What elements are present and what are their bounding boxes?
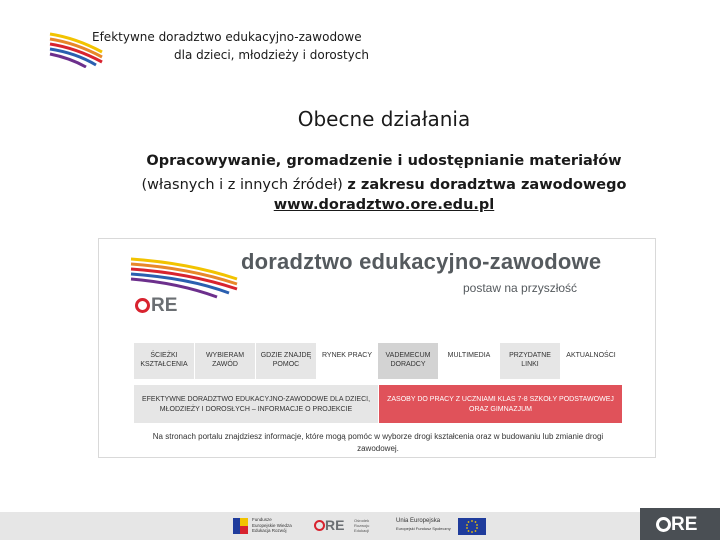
fundusze-europejskie-logo bbox=[232, 516, 292, 536]
ore-logo-subtext: Ośrodek Rozwoju Edukacji bbox=[354, 518, 370, 533]
ore-logo-corner-text: RE bbox=[671, 514, 698, 535]
website-link[interactable]: www.doradztwo.ore.edu.pl bbox=[273, 197, 495, 213]
eu-subtitle: Europejski Fundusz Społeczny bbox=[396, 526, 451, 531]
menu-item-aktualnosci[interactable]: AKTUALNOŚCI bbox=[561, 343, 622, 379]
ore-ring-icon bbox=[135, 298, 150, 313]
website-ore-logo-text: RE bbox=[151, 295, 178, 316]
ore-logo-footer bbox=[314, 517, 370, 533]
menu-item-rynek[interactable]: RYNEK PRACY bbox=[317, 343, 378, 379]
fe-logo-text: Fundusze Europejskie Wiedza Edukacja Rozwój bbox=[252, 517, 292, 533]
slide-title: Obecne działania bbox=[297, 107, 471, 131]
menu-item-linki[interactable]: PRZYDATNE LINKI bbox=[500, 343, 561, 379]
fe-star-icon bbox=[232, 516, 250, 536]
body-line-2-plain: (własnych i z innych źródeł) bbox=[141, 177, 343, 193]
eu-flag-icon bbox=[458, 518, 486, 535]
body-line-2-bold: z zakresu doradztwa zawodowego bbox=[347, 177, 627, 193]
header-line-2: dla dzieci, młodzieży i dorostych bbox=[174, 48, 369, 62]
website-title: doradztwo edukacyjno-zawodowe bbox=[241, 249, 602, 274]
menu-item-wybieram[interactable]: WYBIERAM ZAWÓD bbox=[195, 343, 256, 379]
ore-logo-corner bbox=[656, 514, 697, 536]
website-subtitle: postaw na przyszłość bbox=[463, 281, 578, 295]
menu-item-gdzie[interactable]: GDZIE ZNAJDĘ POMOC bbox=[256, 343, 317, 379]
eu-title: Unia Europejska bbox=[396, 518, 441, 524]
eu-logo bbox=[396, 516, 488, 536]
website-note: Na stronach portalu znajdziesz informacje, które mogą pomóc w wyborze drogi kształcenia oraz w budowaniu lub zmianie drogi zawodowej. bbox=[152, 432, 604, 453]
website-menu bbox=[134, 343, 622, 379]
menu-item-multimedia[interactable]: MULTIMEDIA bbox=[439, 343, 500, 379]
header-line-1: Efektywne doradztwo edukacyjno-zawodowe bbox=[92, 30, 362, 44]
menu-item-vademecum[interactable]: VADEMECUM DORADCY bbox=[378, 343, 439, 379]
ore-logo-footer-text: RE bbox=[325, 517, 345, 533]
ore-ring-icon bbox=[314, 520, 325, 531]
body-line-2 bbox=[0, 177, 720, 193]
project-info-banner[interactable]: EFEKTYWNE DORADZTWO EDUKACYJNO-ZAWODOWE DLA DZIECI, MŁODZIEŻY I DOROSŁYCH – INFORMACJE O PROJEKCIE bbox=[134, 385, 378, 423]
website-screenshot bbox=[98, 238, 656, 458]
ore-ring-icon bbox=[656, 517, 671, 532]
body-line-1: Opracowywanie, gromadzenie i udostępnianie materiałów bbox=[146, 153, 622, 169]
resources-banner[interactable]: ZASOBY DO PRACY Z UCZNIAMI KLAS 7-8 SZKOŁY PODSTAWOWEJ ORAZ GIMNAZJUM bbox=[379, 385, 622, 423]
website-ore-logo bbox=[135, 295, 177, 317]
eu-logo-text bbox=[396, 517, 451, 533]
menu-item-sciezki[interactable]: ŚCIEŻKI KSZTAŁCENIA bbox=[134, 343, 195, 379]
